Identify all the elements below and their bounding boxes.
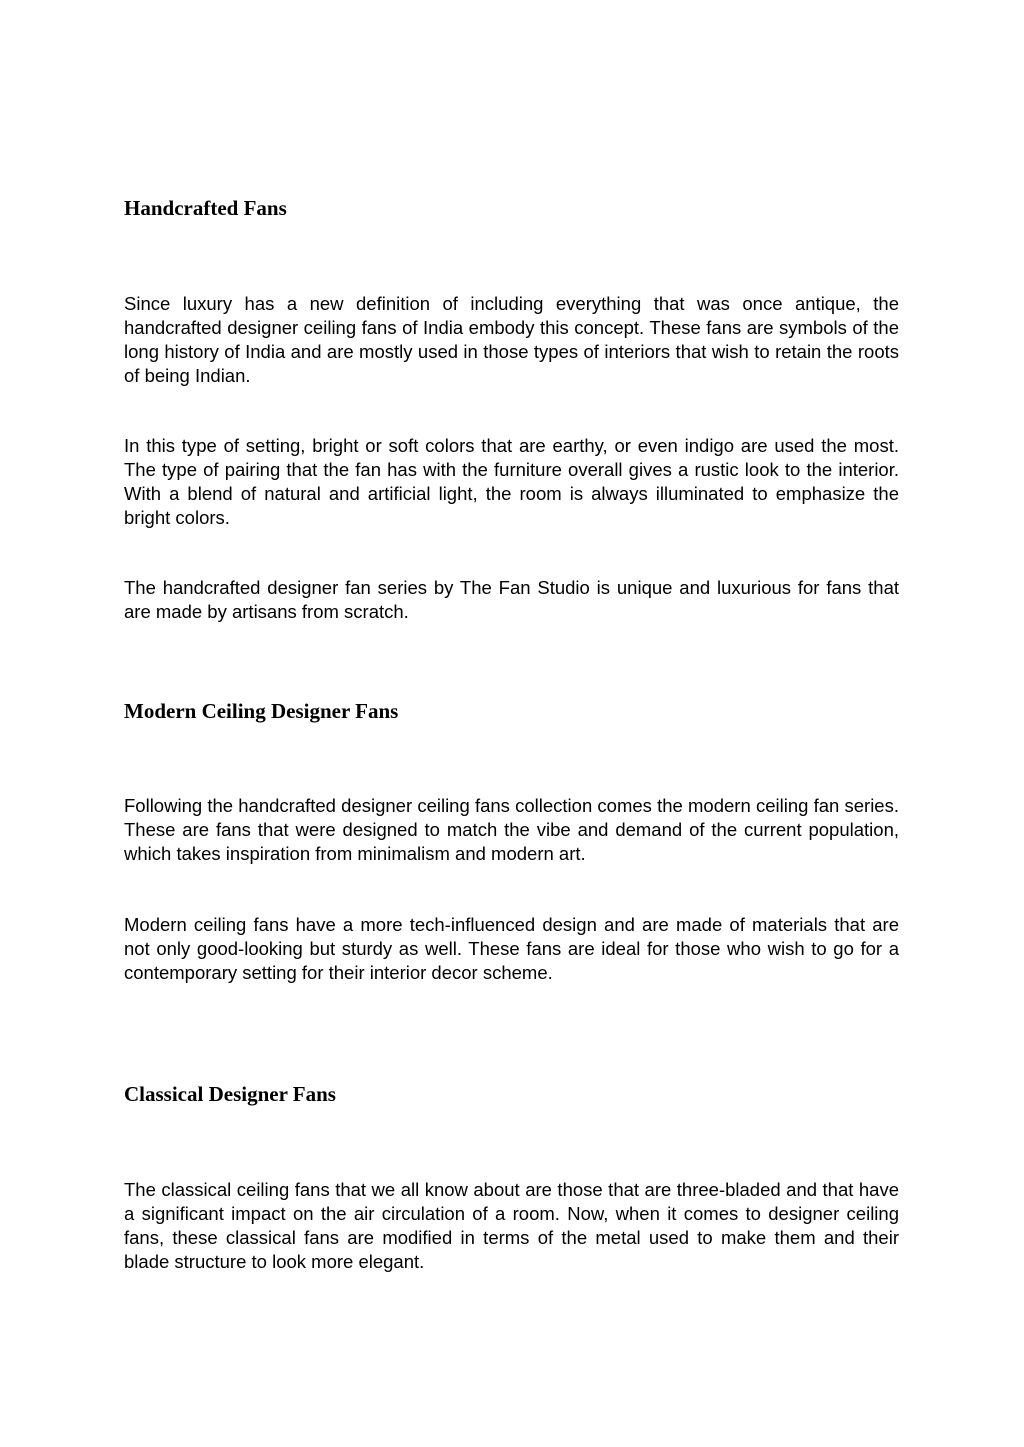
section-heading-classical-designer-fans: Classical Designer Fans	[124, 1082, 336, 1106]
paragraph-handcrafted-3: The handcrafted designer fan series by The Fan Studio is unique and luxurious for fans that are made by artisans from scratch.	[124, 577, 899, 622]
paragraph-classical-1: The classical ceiling fans that we all know about are those that are three-bladed and that have a significant impact on the air circulation of a room. Now, when it comes to designer ceiling fans, these classical fans are modified in terms of the metal used to make them and their blade structure to look more elegant.	[124, 1179, 899, 1272]
paragraph-handcrafted-1: Since luxury has a new definition of including everything that was once antique, the handcrafted designer ceiling fans of India embody this concept. These fans are symbols of the long history of India and are mostly used in those types of interiors that wish to retain the roots of being Indian.	[124, 293, 899, 386]
section-heading-handcrafted-fans: Handcrafted Fans	[124, 196, 287, 220]
paragraph-modern-2: Modern ceiling fans have a more tech-influenced design and are made of materials that are not only good-looking but sturdy as well. These fans are ideal for those who wish to go for a contemporary setting for their interior decor scheme.	[124, 914, 899, 983]
paragraph-modern-1: Following the handcrafted designer ceiling fans collection comes the modern ceiling fan series. These are fans that were designed to match the vibe and demand of the current population, which takes inspiration from minimalism and modern art.	[124, 795, 899, 864]
paragraph-handcrafted-2: In this type of setting, bright or soft colors that are earthy, or even indigo are used the most. The type of pairing that the fan has with the furniture overall gives a rustic look to the interior. With a blend of natural and artificial light, the room is always illuminated to emphasize the bright colors.	[124, 435, 899, 528]
section-heading-modern-ceiling-designer-fans: Modern Ceiling Designer Fans	[124, 699, 399, 723]
